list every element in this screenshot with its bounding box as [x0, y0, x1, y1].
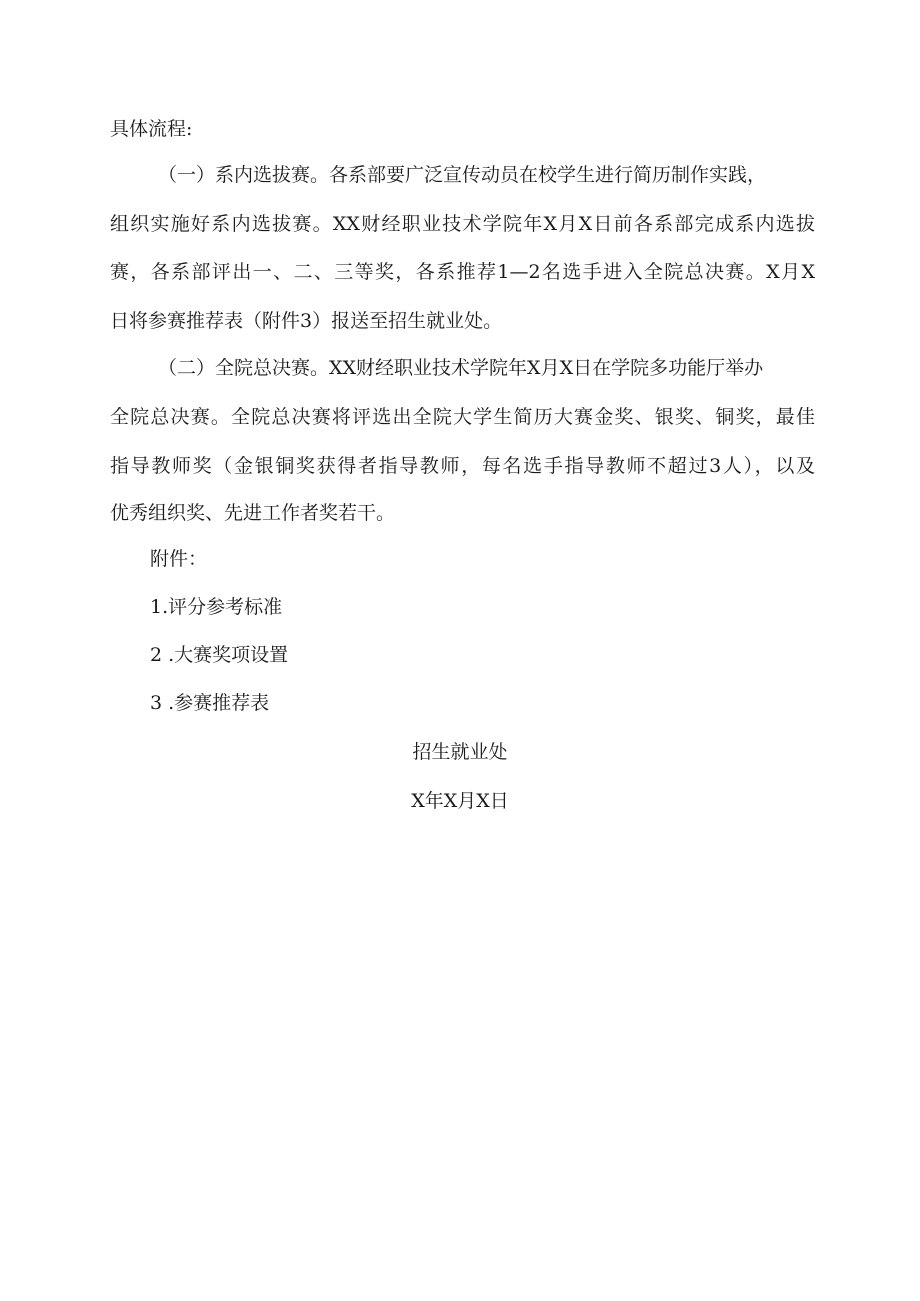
section2-line-2: 全院总决赛。全院总决赛将评选出全院大学生简历大赛金奖、银奖、铜奖，最佳	[110, 406, 815, 428]
signature-office: 招生就业处	[412, 741, 508, 763]
section2-line-3: 指导教师奖（金银铜奖获得者指导教师，每名选手指导教师不超过3人），以及	[110, 455, 815, 477]
attachment-item-1: 1.评分参考标准	[150, 596, 283, 618]
flow-heading: 具体流程:	[110, 118, 193, 140]
section1-line-4: 日将参赛推荐表（附件3）报送至招生就业处。	[110, 310, 503, 332]
section1-line-3: 赛，各系部评出一、二、三等奖，各系推荐1—2名选手进入全院总决赛。X月X	[110, 261, 815, 283]
signature-date: X年X月X日	[411, 790, 509, 812]
section2-line-4: 优秀组织奖、先进工作者奖若干。	[110, 502, 396, 524]
section1-line-2: 组织实施好系内选拔赛。XX财经职业技术学院年X月X日前各系部完成系内选拔	[110, 213, 815, 235]
section2-line-1: （二）全院总决赛。XX财经职业技术学院年X月X日在学院多功能厅举办	[158, 357, 764, 379]
attachment-item-3: 3 .参赛推荐表	[150, 692, 270, 714]
section1-line-1: （一）系内选拔赛。各系部要广泛宣传动员在校学生进行简历制作实践，	[158, 164, 767, 186]
attachments-heading: 附件：	[150, 548, 208, 570]
attachment-item-2: 2 .大赛奖项设置	[150, 644, 289, 666]
